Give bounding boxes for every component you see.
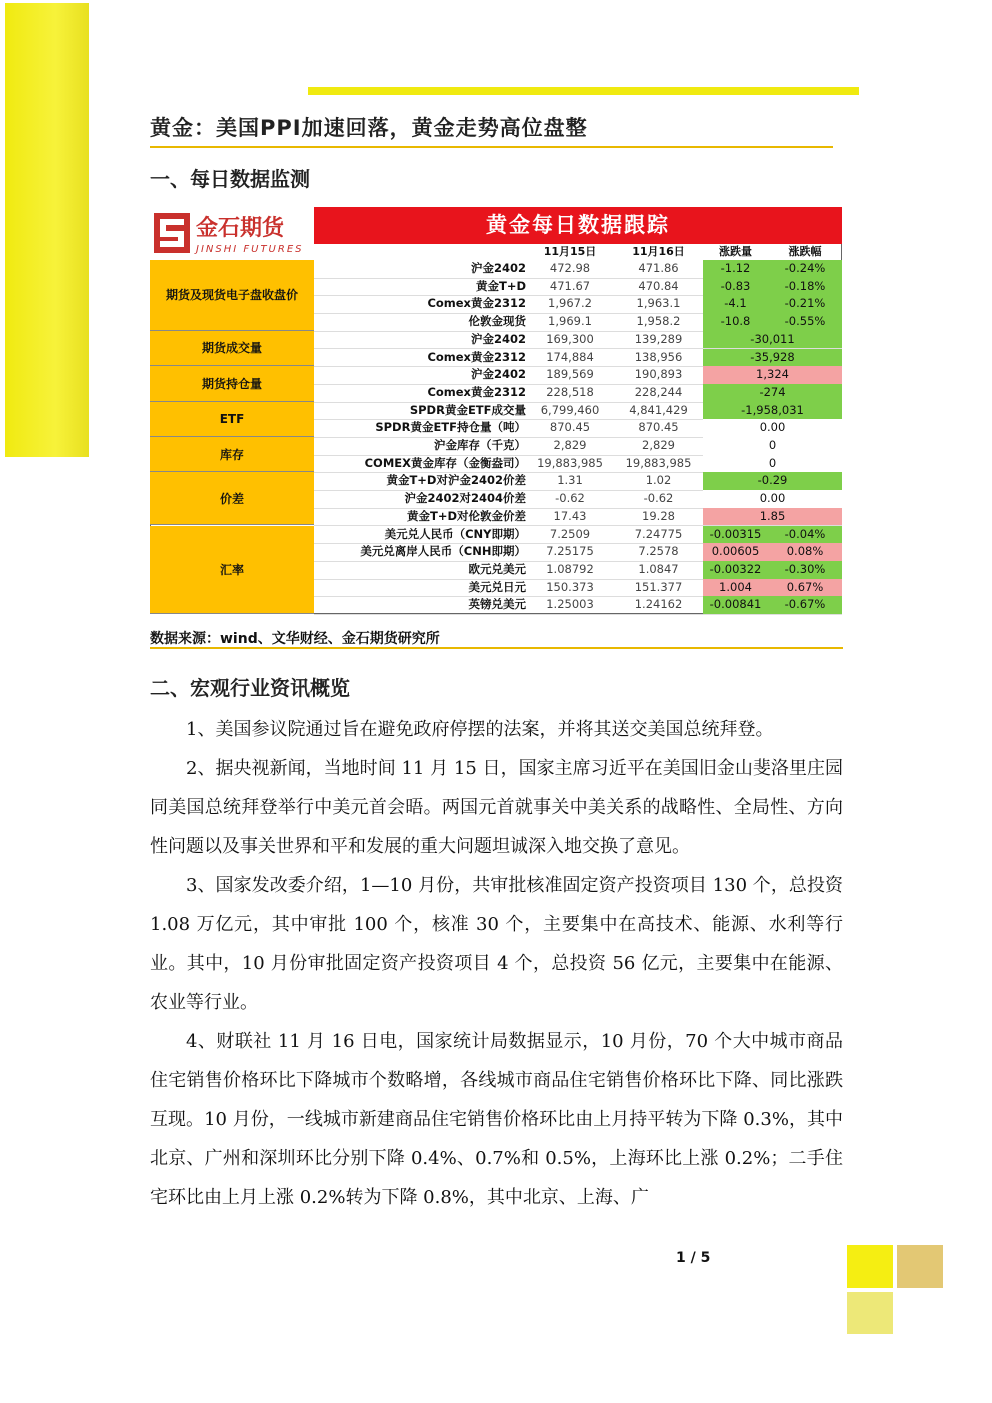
value-date-2: -0.62 <box>643 491 674 506</box>
row-label: 美元兑人民币（CNY即期） <box>384 526 526 541</box>
table-row <box>314 366 842 385</box>
row-label: 黄金T+D <box>475 278 526 293</box>
row-label: SPDR黄金ETF成交量 <box>409 402 526 417</box>
table-row <box>314 313 842 332</box>
source-underline <box>150 647 843 649</box>
table-row <box>314 596 842 615</box>
value-change: -35,928 <box>703 349 842 367</box>
value-date-2: 470.84 <box>638 278 679 293</box>
news-paragraph-3: 3、国家发改委介绍，1—10 月份，共审批核准固定资产投资项目 130 个，总投资 1.08 万亿元，其中审批 100 个，核准 30 个，主要集中在高技术、能源、水利等行业。其中，10 月份审批固定资产投资项目 4 个，总投资 56 亿元，主要集中在能源、农业等行业。 <box>150 875 843 1013</box>
value-change: 0 <box>703 437 842 455</box>
value-date-1: 1,967.2 <box>548 296 592 311</box>
value-change-pct: -0.04% <box>768 526 842 544</box>
value-change: -4.1 <box>703 295 768 313</box>
value-date-1: 7.25175 <box>546 544 594 559</box>
value-date-1: 7.2509 <box>549 526 591 541</box>
value-change: -0.83 <box>703 278 768 296</box>
decorative-square-yellow <box>847 1245 893 1288</box>
value-date-2: 1.0847 <box>638 561 679 576</box>
table-row <box>314 331 842 350</box>
value-date-1: 1,969.1 <box>548 314 592 329</box>
value-date-1: 870.45 <box>549 420 591 435</box>
value-change-pct: -0.21% <box>768 295 842 313</box>
value-change-pct: -0.30% <box>768 561 842 579</box>
value-date-2: 151.377 <box>634 579 683 594</box>
value-change-pct: -0.18% <box>768 278 842 296</box>
row-label: 沪金2402对2404价差 <box>404 491 526 506</box>
table-row <box>314 455 842 474</box>
value-date-1: 472.98 <box>549 261 591 275</box>
category-volume: 期货成交量 <box>150 331 314 366</box>
category-closing-price: 期货及现货电子盘收盘价 <box>150 260 314 331</box>
table-row <box>314 561 842 580</box>
value-change: 0.00 <box>703 419 842 437</box>
value-date-2: 190,893 <box>634 367 683 382</box>
value-change: -30,011 <box>703 331 842 349</box>
value-date-2: 870.45 <box>638 420 679 435</box>
value-date-1: -0.62 <box>555 491 585 506</box>
table-row <box>314 490 842 509</box>
row-label: 英镑兑美元 <box>468 597 526 612</box>
row-label: SPDR黄金ETF持仓量（吨） <box>375 420 526 435</box>
category-open-interest: 期货持仓量 <box>150 366 314 401</box>
decorative-yellow-bar <box>5 3 89 457</box>
table-row <box>314 579 842 598</box>
category-fx: 汇率 <box>150 526 314 615</box>
table-row <box>314 419 842 438</box>
value-change: -0.00841 <box>703 596 768 614</box>
svg-text:金石期货: 金石期货 <box>196 216 285 241</box>
value-date-1: 1.31 <box>557 473 583 488</box>
value-date-2: 2,829 <box>642 438 675 452</box>
value-date-2: 1.24162 <box>634 597 683 612</box>
row-label: Comex黄金2312 <box>427 384 526 399</box>
value-change-pct: 0.08% <box>768 543 842 561</box>
value-change-pct: -0.24% <box>768 260 842 278</box>
value-change: -0.00315 <box>703 526 768 544</box>
value-change: -10.8 <box>703 313 768 331</box>
value-change-pct: 0.67% <box>768 579 842 597</box>
value-date-2: 1,963.1 <box>636 296 681 311</box>
value-date-2: 4,841,429 <box>629 402 688 417</box>
table-banner: 黄金每日数据跟踪 <box>314 207 842 244</box>
row-label: Comex黄金2312 <box>427 296 526 311</box>
header-date-2: 11月16日 <box>632 245 685 258</box>
row-label: Comex黄金2312 <box>427 349 526 364</box>
table-row <box>314 472 842 491</box>
table-row <box>314 543 842 562</box>
table-row <box>314 526 842 545</box>
decorative-square-pale <box>847 1292 893 1334</box>
value-change: 1.004 <box>703 579 768 597</box>
value-change: 0 <box>703 455 842 473</box>
category-inventory: 库存 <box>150 437 314 472</box>
header-change-pct: 涨跌幅 <box>788 245 822 258</box>
title-underline <box>150 146 833 148</box>
row-label: 沪金库存（千克） <box>434 438 526 452</box>
section-heading-data-monitor: 一、每日数据监测 <box>150 167 310 191</box>
row-label: COMEX黄金库存（金衡盎司） <box>364 455 526 470</box>
value-date-1: 150.373 <box>546 579 594 594</box>
value-date-2: 139,289 <box>634 331 683 346</box>
header-date-1: 11月15日 <box>543 245 597 258</box>
value-change-pct: -0.67% <box>768 596 842 614</box>
value-date-1: 471.67 <box>549 278 591 293</box>
table-row <box>314 278 842 297</box>
row-label: 黄金T+D对沪金2402价差 <box>386 473 526 488</box>
page-number: 1 / 5 <box>676 1250 711 1266</box>
value-change: 0.00 <box>703 490 842 508</box>
value-date-1: 228,518 <box>546 384 594 399</box>
value-date-2: 19.28 <box>642 508 675 523</box>
value-date-1: 1.25003 <box>546 597 594 612</box>
value-date-2: 1,958.2 <box>636 314 681 329</box>
svg-text:JINSHI FUTURES: JINSHI FUTURES <box>196 244 304 255</box>
value-date-2: 19,883,985 <box>625 455 692 470</box>
row-label: 欧元兑美元 <box>468 561 526 576</box>
value-date-2: 7.2578 <box>638 544 679 559</box>
value-date-2: 471.86 <box>638 261 679 275</box>
value-change: -1,958,031 <box>703 402 842 420</box>
table-row <box>314 384 842 403</box>
value-change-pct: -0.55% <box>768 313 842 331</box>
category-spread: 价差 <box>150 472 314 525</box>
row-label: 沪金2402 <box>470 331 526 346</box>
value-date-1: 169,300 <box>546 331 594 346</box>
section-heading-macro-news: 二、宏观行业资讯概览 <box>150 676 350 700</box>
value-change: 1.85 <box>703 508 842 526</box>
header-change: 涨跌量 <box>719 245 752 258</box>
header-rule <box>308 87 859 95</box>
news-paragraph-4: 4、财联社 11 月 16 日电，国家统计局数据显示，10 月份，70 个大中城市商品住宅销售价格环比下降城市个数略增，各线城市商品住宅销售价格环比下降、同比涨跌互现。10 月份，一线城市新建商品住宅销售价格环比由上月持平转为下降 0.3%，其中北京、广州和深圳环比分别下降 0.4%、0.7%和 0.5%，上海环比上涨 0.2%；二手住宅环比由上月上涨 0.2%转为下降 0.8%，其中北京、上海、广 <box>150 1031 843 1208</box>
company-logo <box>150 207 314 260</box>
row-label: 沪金2402 <box>470 261 526 275</box>
table-row <box>314 260 842 279</box>
value-date-1: 19,883,985 <box>537 455 603 470</box>
table-row <box>314 508 842 527</box>
value-date-2: 1.02 <box>645 473 672 488</box>
table-row <box>314 295 842 314</box>
value-change: -1.12 <box>703 260 768 278</box>
value-date-1: 1.08792 <box>546 561 594 576</box>
value-date-1: 174,884 <box>546 349 594 364</box>
table-row <box>314 402 842 421</box>
data-source-note: 数据来源：wind、文华财经、金石期货研究所 <box>150 631 440 647</box>
value-date-1: 17.43 <box>553 508 587 523</box>
value-date-2: 138,956 <box>634 349 683 364</box>
value-date-1: 6,799,460 <box>540 402 600 417</box>
row-label: 美元兑日元 <box>468 579 526 594</box>
news-paragraph-1: 1、美国参议院通过旨在避免政府停摆的法案，并将其送交美国总统拜登。 <box>186 719 774 740</box>
value-date-2: 7.24775 <box>634 526 683 541</box>
gold-data-table <box>150 207 842 614</box>
table-row <box>314 349 842 368</box>
table-header <box>314 244 842 260</box>
category-etf: ETF <box>150 402 314 437</box>
value-date-1: 189,569 <box>546 367 594 382</box>
value-date-1: 2,829 <box>553 438 587 452</box>
row-label: 伦敦金现货 <box>468 314 526 329</box>
value-change: 1,324 <box>703 366 842 384</box>
value-change: -274 <box>703 384 842 402</box>
row-label: 美元兑离岸人民币（CNH即期） <box>360 544 526 559</box>
table-body <box>150 260 842 614</box>
row-label: 黄金T+D对伦敦金价差 <box>406 508 526 523</box>
news-paragraph-2: 2、据央视新闻，当地时间 11 月 15 日，国家主席习近平在美国旧金山斐洛里庄园同美国总统拜登举行中美元首会晤。两国元首就事关中美关系的战略性、全局性、方向性问题以及事关世界和平和发展的重大问题坦诚深入地交换了意见。 <box>150 758 843 857</box>
table-row <box>314 437 842 456</box>
value-change: -0.00322 <box>703 561 768 579</box>
value-change: -0.29 <box>703 472 842 490</box>
row-label: 沪金2402 <box>470 367 526 382</box>
value-date-2: 228,244 <box>634 384 683 399</box>
value-change: 0.00605 <box>703 543 768 561</box>
decorative-square-tan <box>897 1245 943 1288</box>
document-title: 黄金：美国PPI加速回落，黄金走势高位盘整 <box>150 116 588 140</box>
